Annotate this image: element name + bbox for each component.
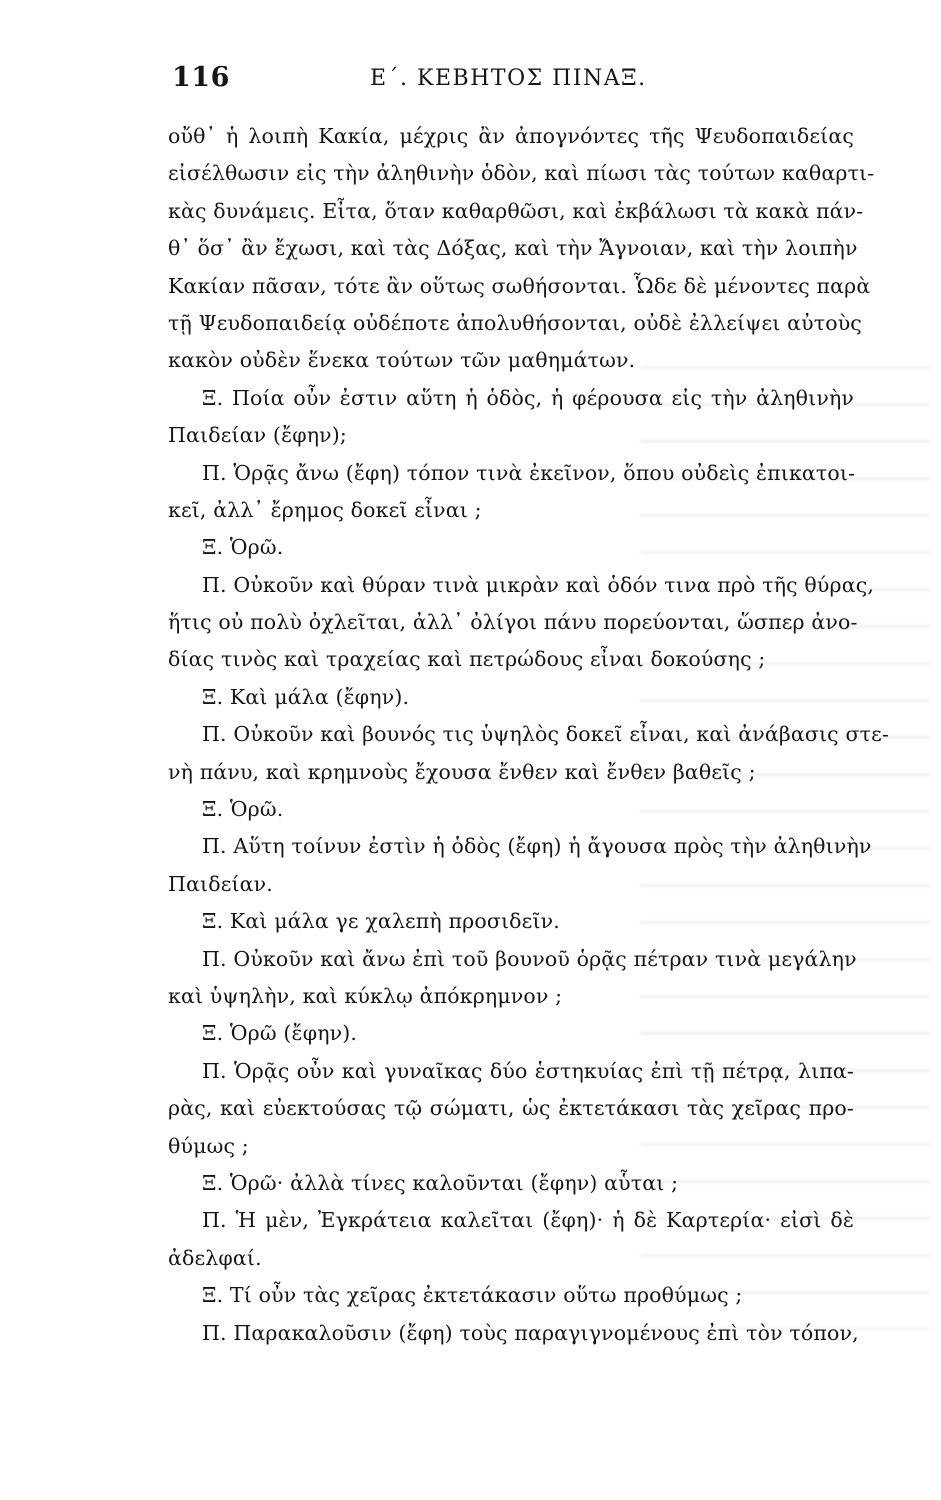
page-header <box>172 62 852 102</box>
text-line: κακὸν οὐδὲν ἕνεκα τούτων τῶν μαθημάτων. <box>168 348 636 373</box>
running-title: Ε΄. ΚΕΒΗΤΟΣ ΠΙΝΑΞ. <box>370 66 647 91</box>
text-line: νὴ πάνυ, καὶ κρημνοὺς ἔχουσα ἔνθεν καὶ ἔνθεν βαθεῖς ; <box>168 759 756 784</box>
text-line: Παιδείαν (ἔφην); <box>168 423 347 448</box>
dialogue-line-xi: Ξ. Ὁρῶ. <box>202 535 284 560</box>
text-line: κὰς δυνάμεις. Εἶτα, ὅταν καθαρθῶσι, καὶ ἐκβάλωσι τὰ κακὰ πάν- <box>168 198 864 223</box>
text-line: Παιδείαν. <box>168 871 273 896</box>
text-line: ἀδελφαί. <box>168 1245 262 1270</box>
dialogue-line-xi: Ξ. Καὶ μάλα γε χαλεπὴ προσιδεῖν. <box>202 909 560 934</box>
text-line: θ᾿ ὅσ᾿ ἂν ἔχωσι, καὶ τὰς Δόξας, καὶ τὴν Ἄγνοιαν, καὶ τὴν λοιπὴν <box>168 236 858 261</box>
text-line: τῇ Ψευδοπαιδείᾳ οὐδέποτε ἀπολυθήσονται, οὐδὲ ἐλλείψει αὐτοὺς <box>168 310 862 335</box>
dialogue-line-pi: Π. Οὐκοῦν καὶ βουνός τις ὑψηλὸς δοκεῖ εἶναι, καὶ ἀνάβασις στε- <box>202 722 889 747</box>
dialogue-line-xi: Ξ. Καὶ μάλα (ἔφην). <box>202 684 410 709</box>
page-number: 116 <box>172 62 230 93</box>
text-line: καὶ ὑψηλὴν, καὶ κύκλῳ ἀπόκρημνον ; <box>168 983 563 1008</box>
text-line: ἥτις οὐ πολὺ ὀχλεῖται, ἀλλ᾿ ὀλίγοι πάνυ πορεύονται, ὥσπερ ἀνο- <box>168 610 858 635</box>
dialogue-line-pi: Π. Ἡ μὲν, Ἐγκράτεια καλεῖται (ἔφη)· ἡ δὲ Καρτερία· εἰσὶ δὲ <box>202 1208 854 1233</box>
dialogue-line-pi: Π. Οὐκοῦν καὶ θύραν τινὰ μικρὰν καὶ ὁδόν τινα πρὸ τῆς θύρας, <box>202 572 875 597</box>
text-line: θύμως ; <box>168 1133 249 1158</box>
dialogue-line-xi: Ξ. Ποία οὖν ἐστιν αὕτη ἡ ὁδὸς, ἡ φέρουσα εἰς τὴν ἀληθινὴν <box>202 385 854 410</box>
body-text <box>168 118 889 1352</box>
dialogue-line-pi: Π. Οὐκοῦν καὶ ἄνω ἐπὶ τοῦ βουνοῦ ὁρᾷς πέτραν τινὰ μεγάλην <box>202 946 857 971</box>
text-line: Κακίαν πᾶσαν, τότε ἂν οὕτως σωθήσονται. Ὧδε δὲ μένοντες παρὰ <box>168 273 871 298</box>
dialogue-line-pi: Π. Ὁρᾷς ἄνω (ἔφη) τόπον τινὰ ἐκεῖνον, ὅπου οὐδεὶς ἐπικατοι- <box>202 460 856 485</box>
text-line: οὔθ᾿ ἡ λοιπὴ Κακία, μέχρις ἂν ἀπογνόντες τῆς Ψευδοπαιδείας <box>168 124 854 148</box>
text-line: δίας τινὸς καὶ τραχείας καὶ πετρώδους εἶναι δοκούσης ; <box>168 647 766 672</box>
text-line: κεῖ, ἀλλ᾿ ἔρημος δοκεῖ εἶναι ; <box>168 497 482 522</box>
dialogue-line-xi: Ξ. Τί οὖν τὰς χεῖρας ἐκτετάκασιν οὕτω προθύμως ; <box>202 1283 743 1308</box>
dialogue-line-pi: Π. Παρακαλοῦσιν (ἔφη) τοὺς παραγιγνομένους ἐπὶ τὸν τόπον, <box>202 1320 859 1345</box>
dialogue-line-xi: Ξ. Ὁρῶ (ἔφην). <box>202 1021 358 1046</box>
dialogue-line-pi: Π. Αὕτη τοίνυν ἐστὶν ἡ ὁδὸς (ἔφη) ἡ ἄγουσα πρὸς τὴν ἀληθινὴν <box>202 834 872 859</box>
text-line: εἰσέλθωσιν εἰς τὴν ἀληθινὴν ὁδὸν, καὶ πίωσι τὰς τούτων καθαρτι- <box>168 161 875 186</box>
dialogue-line-pi: Π. Ὁρᾷς οὖν καὶ γυναῖκας δύο ἑστηκυίας ἐπὶ τῇ πέτρᾳ, λιπα- <box>202 1058 854 1083</box>
dialogue-line-xi: Ξ. Ὁρῶ· ἀλλὰ τίνες καλοῦνται (ἔφην) αὗται ; <box>202 1170 679 1195</box>
text-line: ρὰς, καὶ εὐεκτούσας τῷ σώματι, ὡς ἐκτετάκασι τὰς χεῖρας προ- <box>168 1096 854 1121</box>
dialogue-line-xi: Ξ. Ὁρῶ. <box>202 797 284 822</box>
